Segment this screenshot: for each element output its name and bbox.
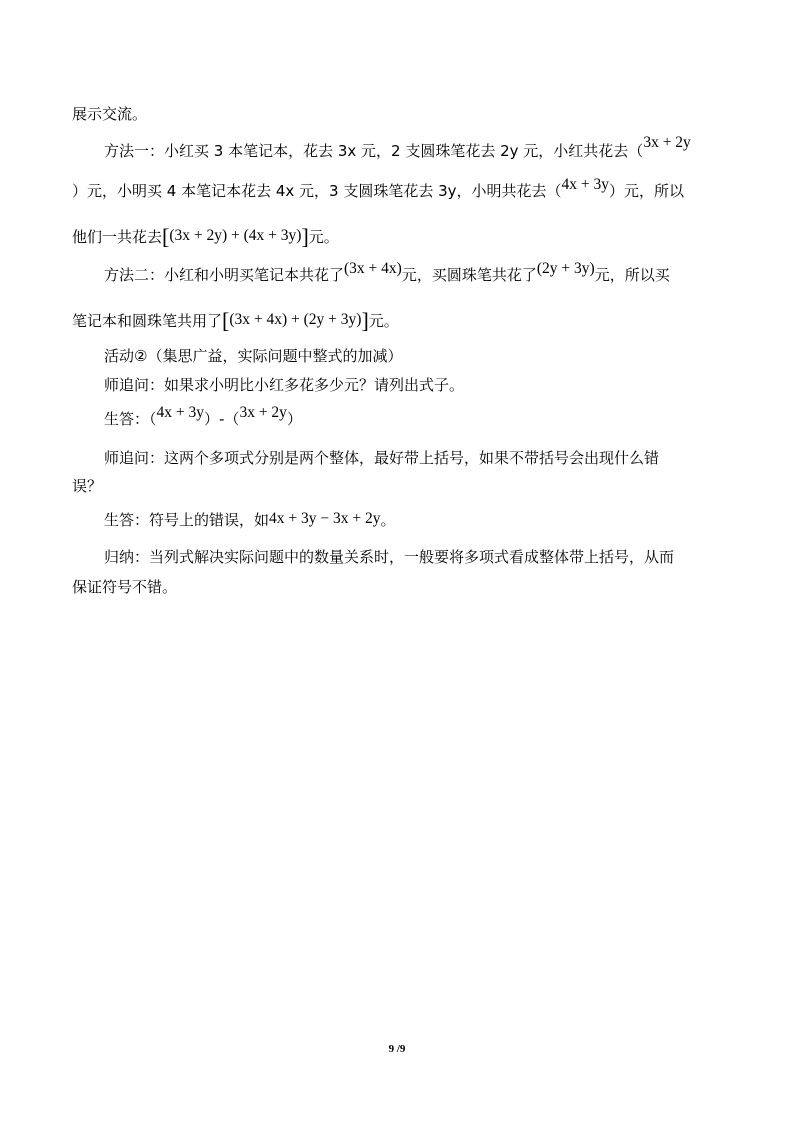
paragraph-line	[104, 510, 396, 531]
paragraph-line	[72, 176, 685, 202]
text: 笔记本和圆珠笔共用了	[72, 312, 223, 330]
text: 元，买圆珠笔共花了	[401, 266, 537, 284]
formula: (3x + 4x) + (2y + 3y)	[229, 311, 362, 328]
paragraph-line	[72, 104, 147, 124]
formula: (3x + 4x)	[344, 260, 402, 277]
text: ）	[286, 410, 302, 428]
page-number: 9 /9	[388, 1043, 406, 1055]
text: 元。	[308, 228, 339, 246]
paragraph-line	[104, 547, 674, 567]
paragraph-line	[72, 309, 399, 332]
paragraph-line	[72, 476, 102, 496]
text: 方法一：小红买 3 本笔记本，花去 3x 元，2 支圆珠笔花去 2y 元，小红共花去（	[104, 142, 644, 160]
text: 归纳：当列式解决实际问题中的数量关系时，一般要将多项式看成整体带上括号，从而	[104, 548, 675, 566]
paragraph-line	[72, 225, 339, 248]
text: 误？	[72, 477, 103, 495]
formula: (2y + 3y)	[536, 260, 595, 277]
text: ）-（	[204, 410, 240, 428]
paragraph-line	[104, 375, 464, 395]
bracket-left-icon: [	[222, 308, 230, 333]
bracket-left-icon: [	[162, 224, 170, 249]
paragraph-line	[104, 404, 302, 430]
text: 保证符号不错。	[72, 578, 178, 596]
bracket-right-icon: ]	[301, 224, 309, 249]
paragraph-line	[104, 346, 402, 366]
paragraph-line	[104, 134, 691, 162]
text: 他们一共花去	[72, 228, 163, 246]
formula: 4x + 3y	[156, 404, 205, 421]
text: 师追问：如果求小明比小红多花多少元？请列出式子。	[104, 376, 465, 394]
formula: 4x + 3y − 3x + 2y	[269, 510, 381, 527]
formula: 4x + 3y	[561, 176, 610, 193]
paragraph-line	[72, 577, 177, 597]
text: 。	[380, 511, 396, 529]
bracket-right-icon: ]	[361, 308, 369, 333]
text: 展示交流。	[72, 105, 148, 123]
text: ）元，所以	[609, 182, 685, 200]
text: 元。	[368, 312, 399, 330]
text: 方法二：小红和小明买笔记本共花了	[104, 266, 345, 284]
text: 活动②（集思广益，实际问题中整式的加减）	[104, 347, 403, 365]
text: ）元，小明买 4 本笔记本花去 4x 元，3 支圆珠笔花去 3y，小明共花去（	[72, 182, 562, 200]
formula: 3x + 2y	[643, 134, 691, 151]
text: 师追问：这两个多项式分别是两个整体，最好带上括号，如果不带括号会出现什么错	[104, 449, 660, 467]
text: 元，所以买	[594, 266, 670, 284]
paragraph-line	[104, 260, 670, 286]
formula: (3x + 2y) + (4x + 3y)	[169, 227, 302, 244]
paragraph-line	[104, 448, 659, 468]
text: 生答：符号上的错误，如	[104, 511, 270, 529]
formula: 3x + 2y	[239, 404, 287, 421]
text: 生答：（	[104, 410, 157, 428]
